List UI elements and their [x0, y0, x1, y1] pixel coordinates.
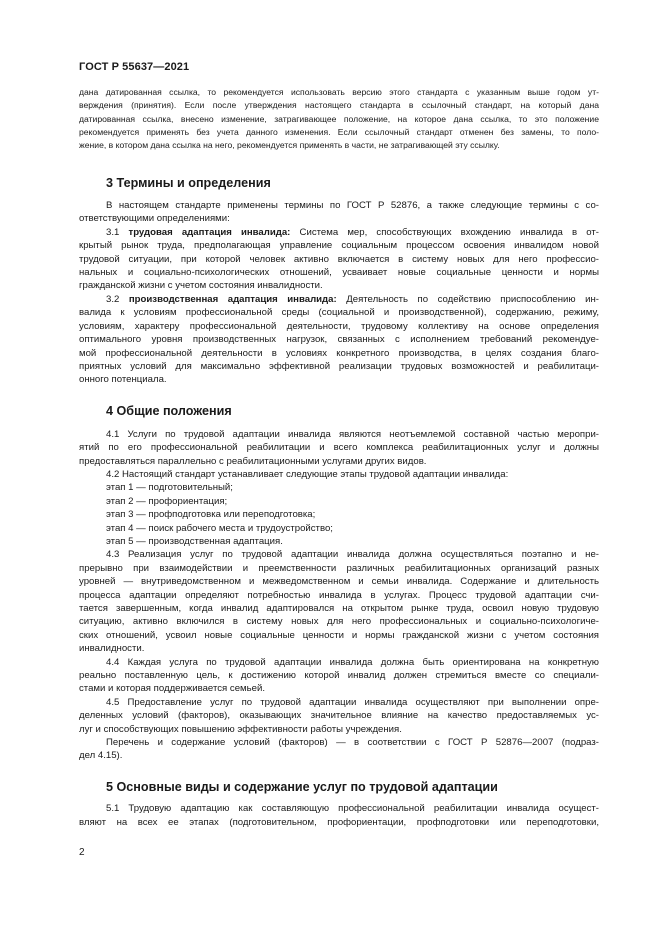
text-line: 4.4 Каждая услуга по трудовой адаптации инвалида должна быть ориентирована на конкретную [106, 657, 599, 668]
text-line: нальных и социально-психологических отношений, усваивает новые социальные ценности и нормы [79, 267, 599, 278]
text-line: реально поставленную цель, к достижению которой инвалид должен стремиться вместе со специали- [79, 670, 599, 681]
text-line: 4.2 Настоящий стандарт устанавливает следующие этапы трудовой адаптации инвалида: [106, 469, 509, 480]
text-line: онного потенциала. [79, 374, 167, 385]
term-name: производственная адаптация инвалида: [128, 294, 337, 305]
text-line: ятий по его профессиональной реабилитации и всего комплекса реабилитационных услуг и должны [79, 442, 599, 453]
text-line: деленных условий (факторов), оказывающих значительное влияние на качество предоставляемых ус- [79, 710, 599, 721]
text-line: процесса адаптации определяют потребностью инвалида в услугах. Процесс трудовой адаптации счи- [79, 590, 599, 601]
text-line: вляют на всех ее этапах (подготовительном, профориентации, профподготовки или переподготовки, [79, 817, 599, 828]
text-line: тается завершенным, когда инвалид адаптировался на открытом рынке труда, освоил новую трудовую [79, 603, 599, 614]
term-number: 3.2 [106, 294, 120, 305]
text-line: рекомендуется применять без учета данного изменения. Если ссылочный стандарт отменен без замены, то поло- [79, 127, 599, 137]
list-item: этап 1 — подготовительный; [106, 482, 233, 493]
list-item: этап 4 — поиск рабочего места и трудоустройство; [106, 523, 333, 534]
text-line: ответствующими определениями: [79, 213, 230, 224]
text-line: датированная ссылка, внесено изменение, затрагивающее положение, на которое дана ссылка, то это положение [79, 114, 599, 124]
text-line: гражданской жизни с учетом состояния инвалидности. [79, 280, 323, 291]
list-item: этап 3 — профподготовка или переподготовка; [106, 509, 316, 520]
text-line: 5.1 Трудовую адаптацию как составляющую профессиональной реабилитации инвалида осущест- [106, 803, 599, 814]
list-item: этап 5 — производственная адаптация. [106, 536, 283, 547]
text-line: прерывно при взаимодействии и преемственности различных реабилитационных организаций разных [79, 563, 599, 574]
text-line: В настоящем стандарте применены термины по ГОСТ Р 52876, а также следующие термины с со- [106, 200, 599, 211]
text-line: условиям, характеру профессиональной деятельности, трудовому коллективу на основе определения [79, 321, 599, 332]
text-line: стами и которая поддерживается семьей. [79, 683, 265, 694]
section-5-heading: 5 Основные виды и содержание услуг по трудовой адаптации [106, 780, 498, 794]
text-line: валида к условиям профессиональной среды (социальной и производственной), содержанию, режиму, [79, 307, 599, 318]
page-header: ГОСТ Р 55637—2021 [79, 61, 190, 73]
text-line: Перечень и содержание условий (факторов) — в соответствии с ГОСТ Р 52876—2007 (подраз- [106, 737, 599, 748]
text-line: инвалидности. [79, 643, 145, 654]
term-name: трудовая адаптация инвалида: [128, 227, 291, 238]
text-line: ситуацию, активно включился в систему новых для него профессиональных и социально-психологиче- [79, 616, 599, 627]
text-line: крытый рынок труда, предполагающая управление социальным процессом освоения инвалидом новой [79, 240, 599, 251]
text-line: 4.5 Предоставление услуг по трудовой адаптации инвалида осуществляют при выполнении опре- [106, 697, 599, 708]
page-number: 2 [79, 847, 85, 858]
term-number: 3.1 [106, 227, 120, 238]
term-definition: Система мер, способствующих вхождению инвалида в от- [299, 227, 599, 238]
text-line: уровней — внутриведомственном и межведомственном и семьи инвалида. Содержание и длительность [79, 576, 599, 587]
text-line: дана датированная ссылка, то рекомендуется использовать версию этого стандарта с указанным выше годом ут- [79, 87, 599, 97]
term-definition: Деятельность по содействию приспособлению ин- [346, 294, 599, 305]
text-line: 4.3 Реализация услуг по трудовой адаптации инвалида должна осуществляться поэтапно и не- [106, 549, 599, 560]
text-line: жение, в котором дана ссылка на него, рекомендуется применять в части, не затрагивающей эту ссылку. [79, 140, 500, 150]
text-line: дел 4.15). [79, 750, 123, 761]
text-line: верждения (принятия). Если после утверждения настоящего стандарта в ссылочный стандарт, на который дана [79, 100, 599, 110]
section-4-heading: 4 Общие положения [106, 404, 232, 418]
section-3-heading: 3 Термины и определения [106, 176, 271, 190]
term-3-2-line [106, 294, 599, 307]
text-line: луг и способствующих повышению эффективности работы учреждения. [79, 724, 402, 735]
text-line: трудовой ситуации, при которой человек активно включается в систему новых для него профессио- [79, 254, 599, 265]
term-3-1-line [106, 227, 599, 240]
text-line: предоставляться параллельно с реабилитационными услугами других видов. [79, 456, 427, 467]
list-item: этап 2 — профориентация; [106, 496, 228, 507]
text-line: приятных условий для максимально эффективной реализации трудовых возможностей и реабилитаци- [79, 361, 599, 372]
text-line: ских отношений, усвоил новые социальные ценности и нормы гражданской жизни с учетом состояния [79, 630, 599, 641]
text-line: оптимального уровня производственных нагрузок, связанных с исполнением требований рекомендуе- [79, 334, 599, 345]
text-line: мой профессиональной деятельности в условиях конкретного производства, в целях создания благо- [79, 348, 599, 359]
text-line: 4.1 Услуги по трудовой адаптации инвалида являются неотъемлемой составной частью меропри- [106, 429, 599, 440]
